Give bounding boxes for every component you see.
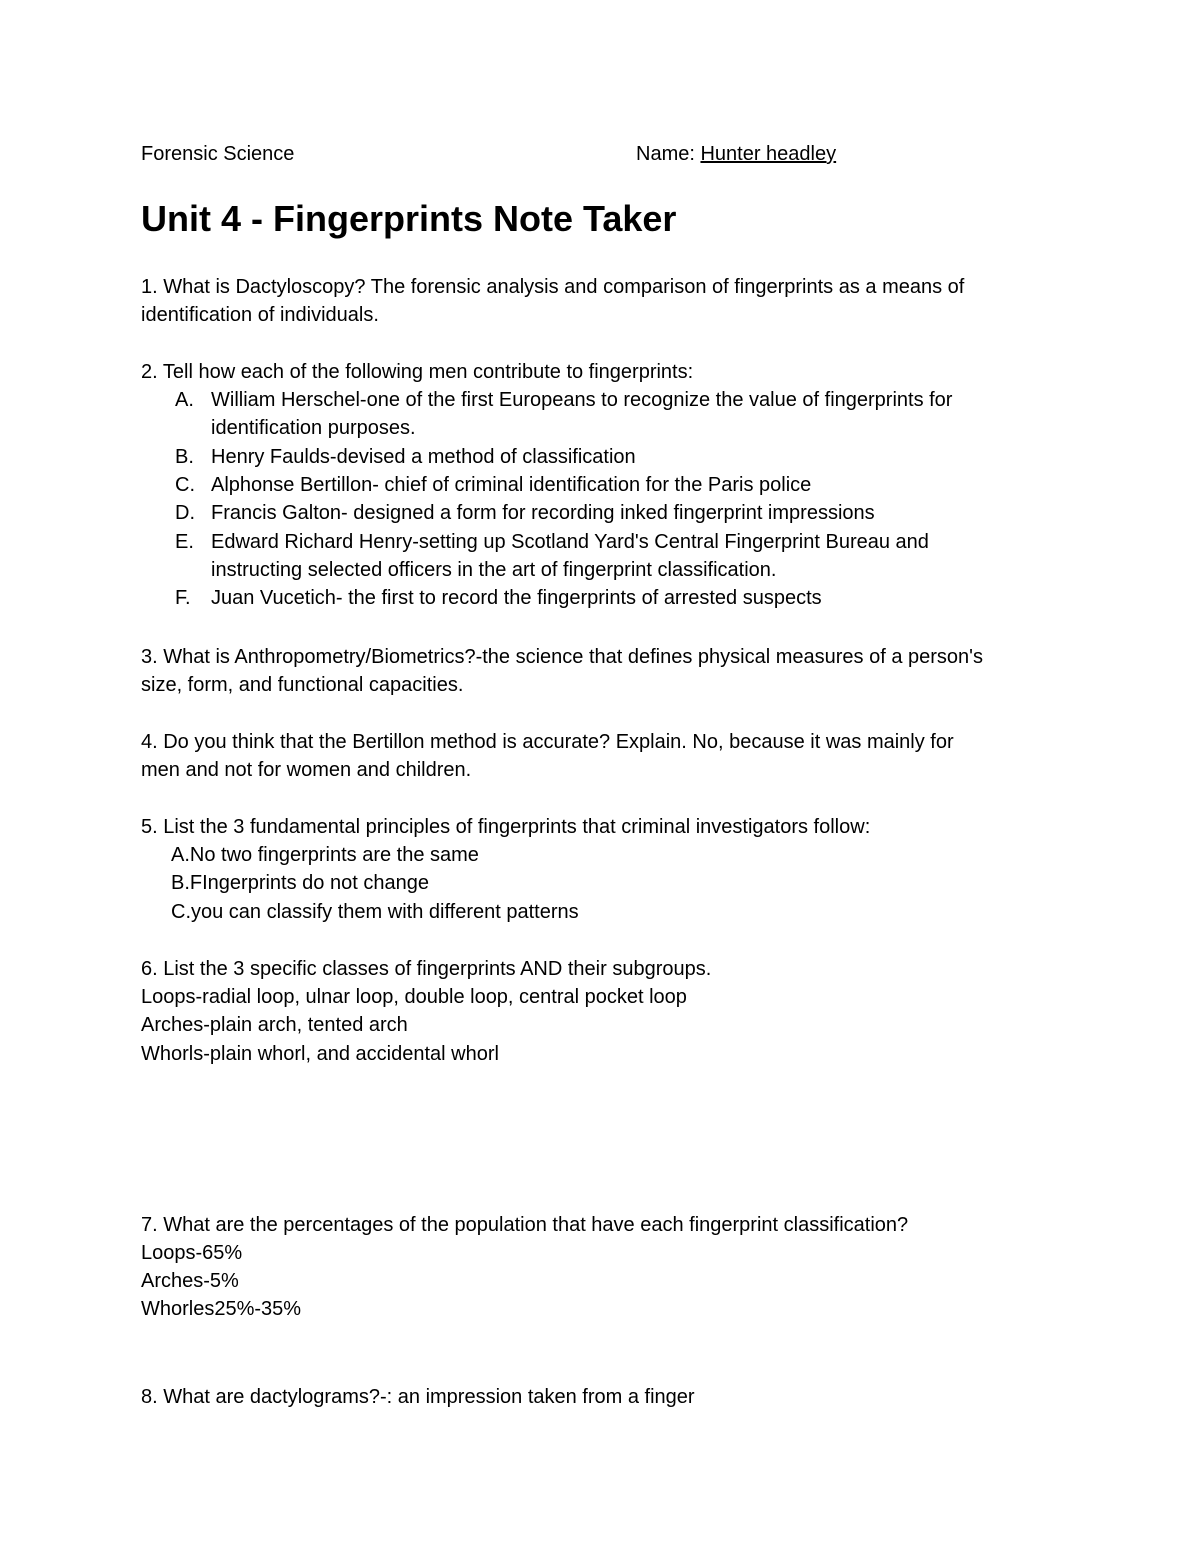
q1-line-2: identification of individuals.	[141, 304, 379, 326]
q2-item-b: Henry Faulds-devised a method of classification	[211, 446, 636, 468]
q6-answer-loops: Loops-radial loop, ulnar loop, double loop, central pocket loop	[141, 986, 687, 1008]
q2-item-a-line-1: William Herschel-one of the first Europeans to recognize the value of fingerprints for	[211, 389, 953, 411]
name-label: Name:	[636, 143, 701, 165]
q6-answer-arches: Arches-plain arch, tented arch	[141, 1014, 408, 1036]
course-label: Forensic Science	[141, 143, 295, 165]
q2-item-d: Francis Galton- designed a form for recording inked fingerprint impressions	[211, 502, 875, 524]
q2-item-c: Alphonse Bertillon- chief of criminal identification for the Paris police	[211, 474, 812, 496]
student-name-line	[636, 140, 836, 168]
q6-answer-whorls: Whorls-plain whorl, and accidental whorl	[141, 1043, 499, 1065]
q8-prompt: 8. What are dactylograms?-: an impression taken from a finger	[141, 1386, 695, 1408]
q5-prompt: 5. List the 3 fundamental principles of fingerprints that criminal investigators follow:	[141, 816, 871, 838]
q5-answer-a: A.No two fingerprints are the same	[171, 844, 479, 866]
q5-answer-b: B.FIngerprints do not change	[171, 872, 429, 894]
page-title: Unit 4 - Fingerprints Note Taker	[141, 198, 677, 239]
q2-item-letter: F.	[175, 587, 191, 609]
q7-answer-whorls: Whorles25%-35%	[141, 1298, 302, 1320]
q2-item-e-line-1: Edward Richard Henry-setting up Scotland Yard's Central Fingerprint Bureau and	[211, 531, 929, 553]
q7-answer-arches: Arches-5%	[141, 1270, 239, 1292]
q2-item-letter: E.	[175, 531, 194, 553]
q2-prompt: 2. Tell how each of the following men contribute to fingerprints:	[141, 361, 694, 383]
q2-item-f: Juan Vucetich- the first to record the fingerprints of arrested suspects	[211, 587, 822, 609]
q7-answer-loops: Loops-65%	[141, 1242, 243, 1264]
q4-line-2: men and not for women and children.	[141, 759, 472, 781]
q2-item-letter: B.	[175, 446, 194, 468]
student-name-value: Hunter headley	[700, 143, 837, 165]
q2-item-letter: D.	[175, 502, 195, 524]
q2-item-letter: C.	[175, 474, 195, 496]
q2-item-e-line-2: instructing selected officers in the art of fingerprint classification.	[211, 559, 777, 581]
q3-line-2: size, form, and functional capacities.	[141, 674, 464, 696]
q5-answer-c: C.you can classify them with different patterns	[171, 901, 579, 923]
q2-item-letter: A.	[175, 389, 194, 411]
q6-prompt: 6. List the 3 specific classes of fingerprints AND their subgroups.	[141, 958, 712, 980]
q3-line-1: 3. What is Anthropometry/Biometrics?-the science that defines physical measures of a person's	[141, 646, 983, 668]
q2-item-a-line-2: identification purposes.	[211, 417, 416, 439]
q4-line-1: 4. Do you think that the Bertillon method is accurate? Explain. No, because it was mainly for	[141, 731, 954, 753]
q7-prompt: 7. What are the percentages of the population that have each fingerprint classification?	[141, 1214, 909, 1236]
q1-line-1: 1. What is Dactyloscopy? The forensic analysis and comparison of fingerprints as a means of	[141, 276, 965, 298]
